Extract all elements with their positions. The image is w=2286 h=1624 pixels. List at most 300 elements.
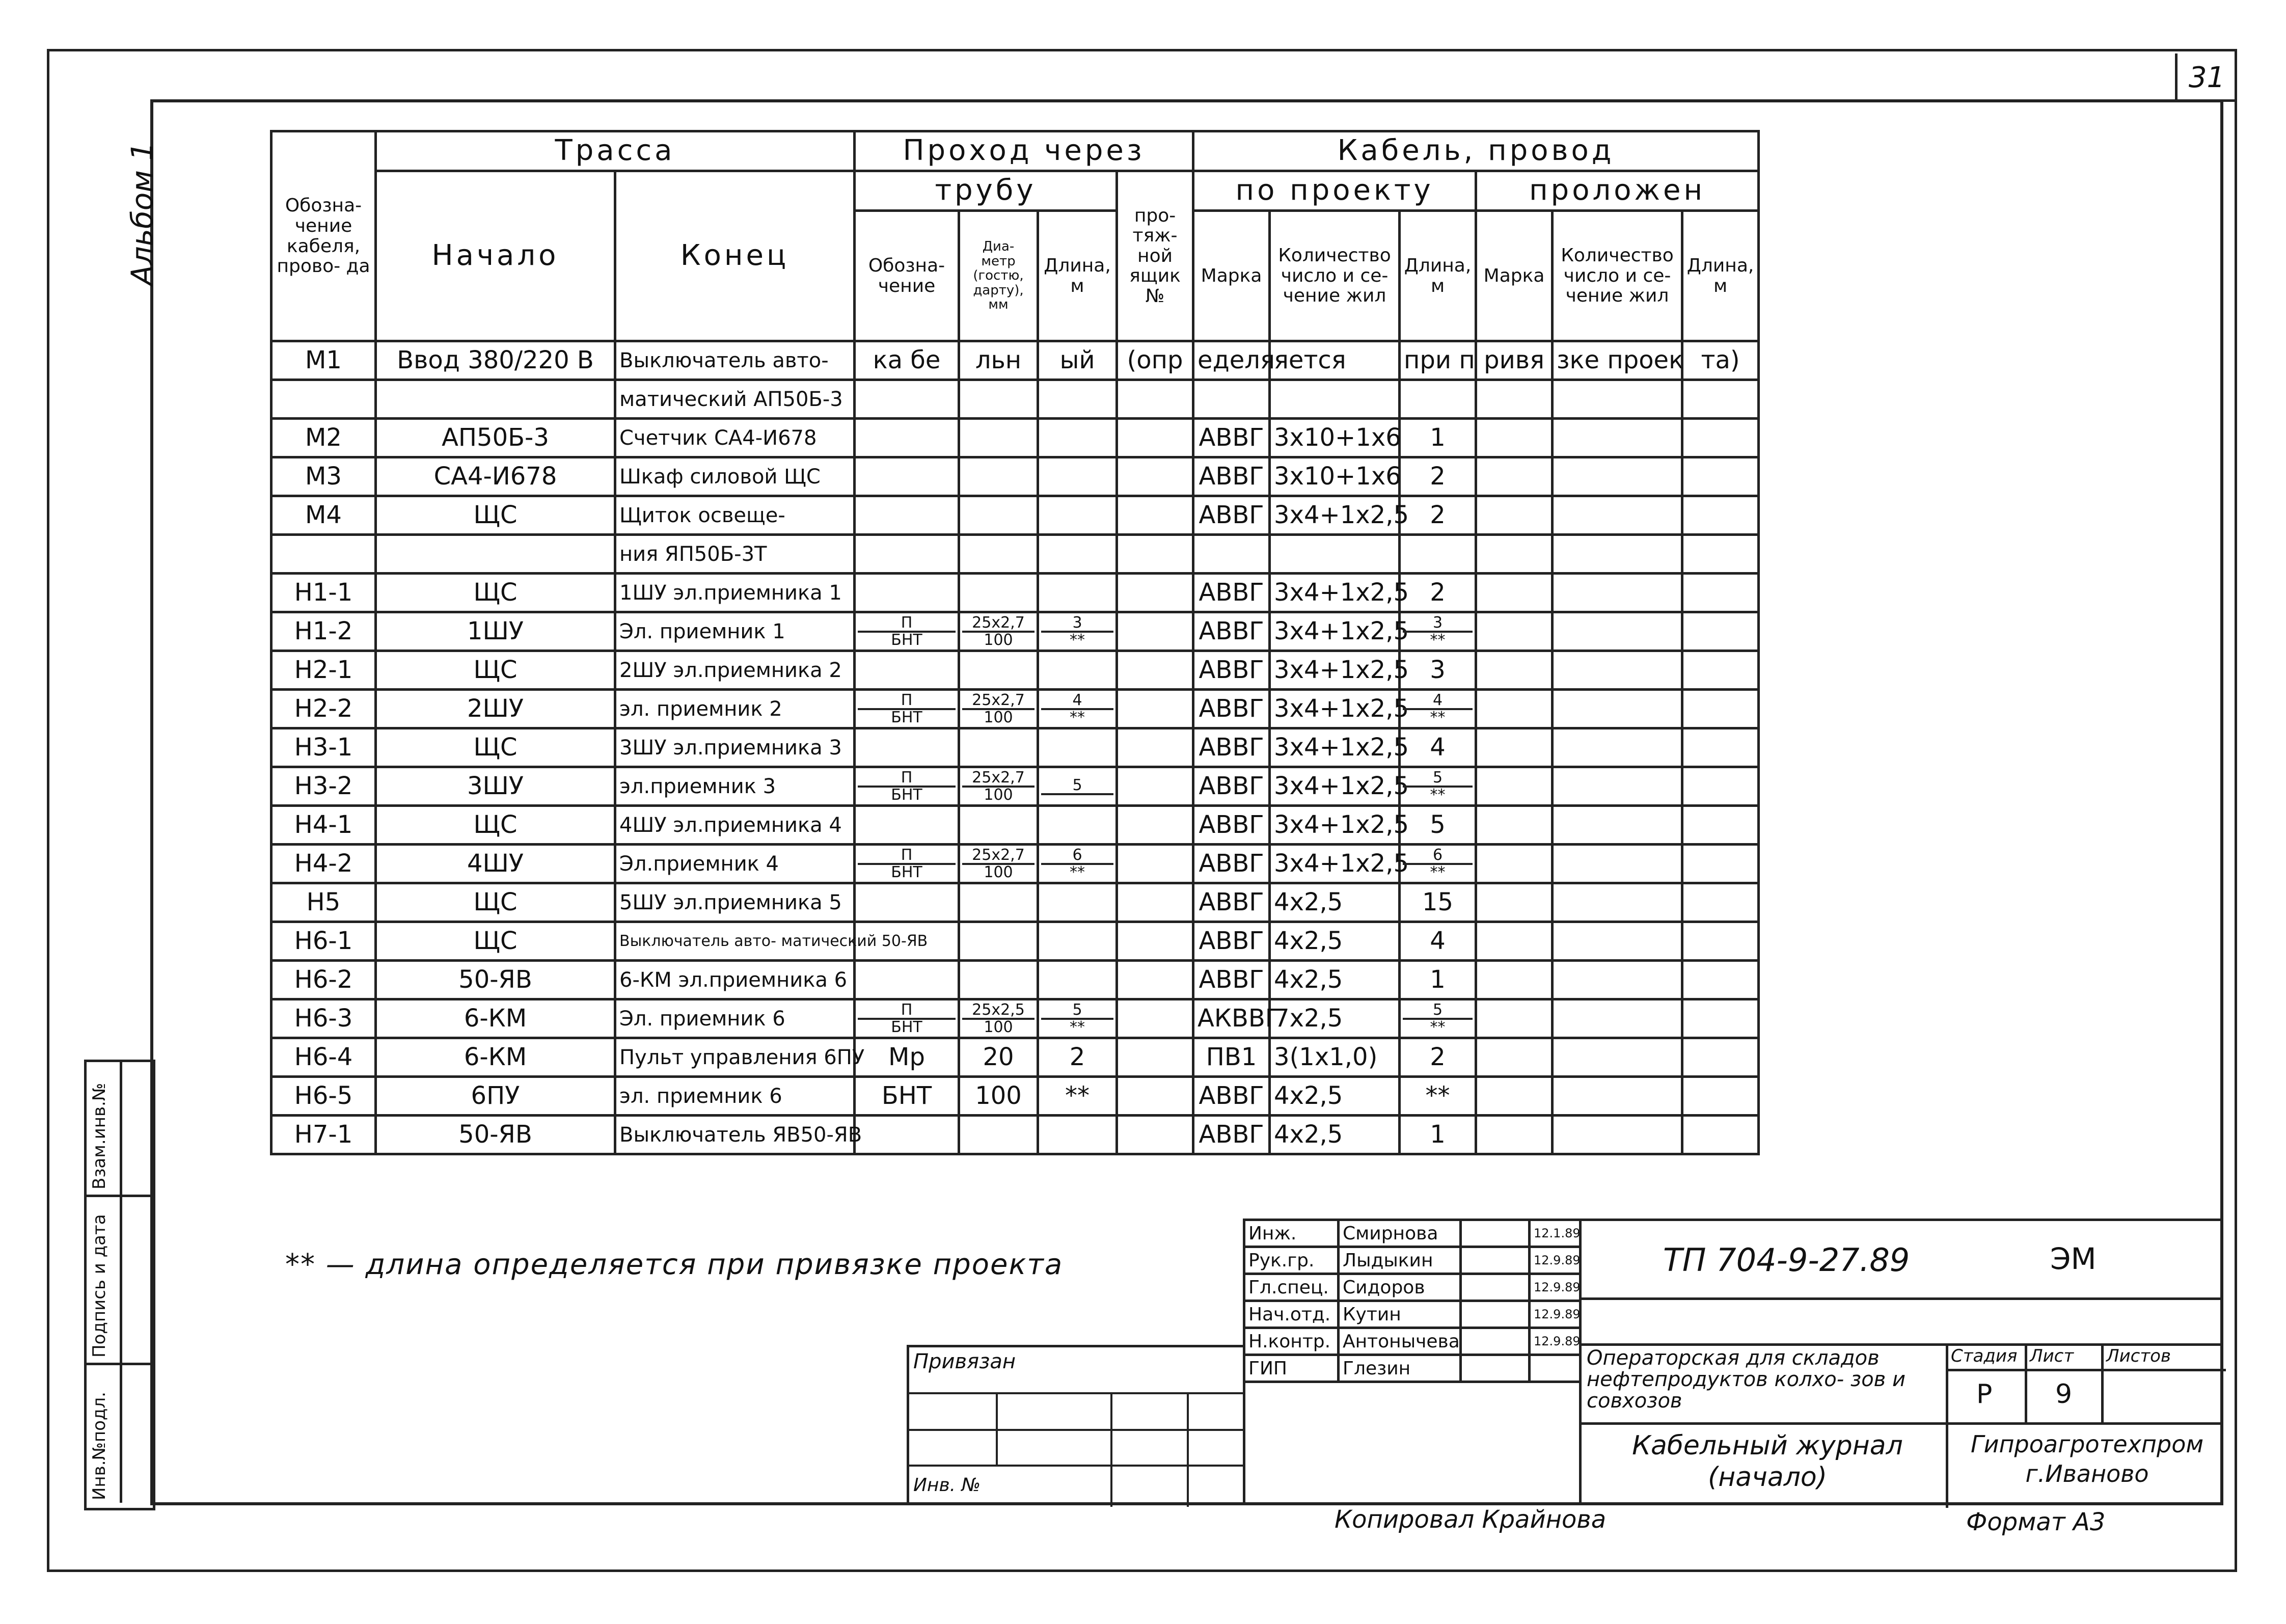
cell-end: 4ШУ эл.приемника 4 bbox=[615, 806, 855, 845]
cell-id: Н4-1 bbox=[271, 806, 376, 845]
cell-dlina bbox=[1400, 380, 1476, 419]
sig-signature bbox=[1461, 1247, 1530, 1274]
cell-dlina2 bbox=[1682, 690, 1759, 728]
cell-dlina2 bbox=[1682, 767, 1759, 806]
cell-end: матический АП50Б-3 bbox=[615, 380, 855, 419]
organization: Гипроагротехпром г.Иваново bbox=[1970, 1430, 2204, 1487]
cell-marka2 bbox=[1476, 457, 1553, 496]
cell-box: (опр bbox=[1117, 341, 1193, 380]
sig-date bbox=[1530, 1355, 1581, 1382]
table-row bbox=[271, 690, 1759, 728]
cell-end: эл. приемник 6 bbox=[615, 1077, 855, 1116]
cell-box bbox=[1117, 612, 1193, 651]
cell-pipe-diam bbox=[959, 496, 1038, 535]
header-protyazh: про- тяж- ной ящик № bbox=[1117, 171, 1193, 341]
signature-row bbox=[1244, 1355, 1581, 1382]
cell-box bbox=[1117, 728, 1193, 767]
cell-marka: АВВГ bbox=[1193, 496, 1270, 535]
cell-box bbox=[1117, 961, 1193, 999]
cell-id: Н6-3 bbox=[271, 999, 376, 1038]
cell-pipe-diam: 20 bbox=[959, 1038, 1038, 1077]
cell-kolichestvo: 3х4+1х2,5 bbox=[1270, 806, 1400, 845]
sig-signature bbox=[1461, 1220, 1530, 1247]
cell-end: 5ШУ эл.приемника 5 bbox=[615, 883, 855, 922]
cell-end: 2ШУ эл.приемника 2 bbox=[615, 651, 855, 690]
table-row bbox=[271, 380, 1759, 419]
sig-name: Сидоров bbox=[1339, 1274, 1461, 1301]
cell-marka: АВВГ bbox=[1193, 961, 1270, 999]
header-kolichestvo2: Количество число и се- чение жил bbox=[1553, 211, 1682, 341]
cell-end: Выключатель авто- матический 50-ЯВ bbox=[615, 922, 855, 961]
cell-marka2 bbox=[1476, 380, 1553, 419]
cell-end: ния ЯП50Б-3Т bbox=[615, 535, 855, 574]
doc-title: Кабельный журнал (начало) bbox=[1632, 1430, 1903, 1493]
cell-start: ЩС bbox=[376, 728, 615, 767]
cell-id: Н1-2 bbox=[271, 612, 376, 651]
cell-kolichestvo2 bbox=[1553, 535, 1682, 574]
cell-pipe-len bbox=[1038, 690, 1117, 728]
stamp-inv-podl: Инв.№подл. bbox=[89, 1392, 110, 1500]
cell-pipe-len-top: 3 bbox=[1072, 613, 1082, 632]
header-nachalo: Начало bbox=[376, 171, 615, 341]
cell-dlina2 bbox=[1682, 457, 1759, 496]
cell-dlina: 2 bbox=[1400, 1038, 1476, 1077]
cell-dlina-top: 3 bbox=[1432, 613, 1443, 632]
cell-pipe-obozn bbox=[855, 496, 959, 535]
cell-marka: АВВГ bbox=[1193, 806, 1270, 845]
table-row bbox=[271, 457, 1759, 496]
cell-pipe-obozn bbox=[855, 574, 959, 612]
cell-pipe-diam: 100 bbox=[959, 1077, 1038, 1116]
cell-marka2 bbox=[1476, 767, 1553, 806]
cell-kolichestvo2 bbox=[1553, 496, 1682, 535]
cell-pipe-len-top: 5 bbox=[1072, 776, 1082, 794]
cell-pipe-len: ый bbox=[1038, 341, 1117, 380]
cell-marka bbox=[1193, 380, 1270, 419]
cell-id: М3 bbox=[271, 457, 376, 496]
cell-start bbox=[376, 380, 615, 419]
sig-role: Н.контр. bbox=[1244, 1328, 1339, 1355]
header-dlina2: Длина, м bbox=[1682, 211, 1759, 341]
header-marka2: Марка bbox=[1476, 211, 1553, 341]
sig-signature bbox=[1461, 1274, 1530, 1301]
cell-pipe-len bbox=[1038, 961, 1117, 999]
cell-box bbox=[1117, 999, 1193, 1038]
cell-id: Н4-2 bbox=[271, 845, 376, 883]
signature-table bbox=[1243, 1219, 1582, 1383]
cell-marka: АВВГ bbox=[1193, 574, 1270, 612]
cell-pipe-diam-bottom: 100 bbox=[962, 863, 1035, 880]
cell-pipe-obozn bbox=[855, 612, 959, 651]
cell-kolichestvo: 3х4+1х2,5 bbox=[1270, 845, 1400, 883]
table-row bbox=[271, 1038, 1759, 1077]
cell-pipe-len-bottom bbox=[1041, 793, 1113, 795]
header-pipe-diam: Диа- метр (гостю, дарту), мм bbox=[959, 211, 1038, 341]
cell-dlina: 2 bbox=[1400, 574, 1476, 612]
cell-dlina: 3 bbox=[1400, 651, 1476, 690]
cell-pipe-obozn-top: П bbox=[901, 768, 913, 787]
cell-pipe-len bbox=[1038, 999, 1117, 1038]
sig-date: 12.9.89 bbox=[1530, 1274, 1581, 1301]
cell-pipe-obozn bbox=[855, 419, 959, 457]
cell-dlina-bottom: ** bbox=[1403, 786, 1473, 803]
header-pipe-len: Длина, м bbox=[1038, 211, 1117, 341]
header-dlina: Длина, м bbox=[1400, 211, 1476, 341]
cell-kolichestvo: 3(1х1,0) bbox=[1270, 1038, 1400, 1077]
cell-kolichestvo2 bbox=[1553, 961, 1682, 999]
cell-pipe-diam-bottom: 100 bbox=[962, 708, 1035, 725]
cell-box bbox=[1117, 922, 1193, 961]
cell-start: ЩС bbox=[376, 651, 615, 690]
cell-pipe-len bbox=[1038, 612, 1117, 651]
cell-dlina2 bbox=[1682, 651, 1759, 690]
cell-end: эл.приемник 3 bbox=[615, 767, 855, 806]
sheet-number-box bbox=[2175, 53, 2236, 102]
cell-kolichestvo2 bbox=[1553, 380, 1682, 419]
table-row bbox=[271, 612, 1759, 651]
cell-kolichestvo2 bbox=[1553, 574, 1682, 612]
cell-dlina bbox=[1400, 535, 1476, 574]
cell-pipe-diam bbox=[959, 651, 1038, 690]
cell-pipe-len-bottom: ** bbox=[1041, 863, 1113, 880]
cell-id: Н2-1 bbox=[271, 651, 376, 690]
cell-pipe-len bbox=[1038, 922, 1117, 961]
cell-marka2 bbox=[1476, 961, 1553, 999]
header-prohod: Проход через bbox=[855, 131, 1193, 171]
cell-pipe-diam-top: 25х2,7 bbox=[972, 846, 1025, 864]
sheets-label: Листов bbox=[2106, 1346, 2171, 1366]
cell-box bbox=[1117, 419, 1193, 457]
cell-pipe-obozn: БНТ bbox=[855, 1077, 959, 1116]
cell-dlina: 2 bbox=[1400, 496, 1476, 535]
cell-box bbox=[1117, 574, 1193, 612]
cell-id bbox=[271, 380, 376, 419]
cell-pipe-obozn bbox=[855, 457, 959, 496]
sig-signature bbox=[1461, 1301, 1530, 1328]
cell-dlina-bottom: ** bbox=[1403, 863, 1473, 880]
cell-dlina2 bbox=[1682, 419, 1759, 457]
cell-pipe-diam bbox=[959, 535, 1038, 574]
cell-dlina-top: 5 bbox=[1432, 1000, 1443, 1019]
header-pipe-obozn: Обозна- чение bbox=[855, 211, 959, 341]
header-marka: Марка bbox=[1193, 211, 1270, 341]
cell-id: М1 bbox=[271, 341, 376, 380]
cell-dlina: 1 bbox=[1400, 1116, 1476, 1154]
stage-label: Стадия bbox=[1951, 1346, 2018, 1366]
copied-by: Копировал Крайнова bbox=[1335, 1505, 1607, 1534]
cell-kolichestvo: 4х2,5 bbox=[1270, 922, 1400, 961]
cell-dlina2 bbox=[1682, 380, 1759, 419]
cell-box bbox=[1117, 380, 1193, 419]
table-row bbox=[271, 535, 1759, 574]
cell-marka2 bbox=[1476, 806, 1553, 845]
cell-dlina bbox=[1400, 690, 1476, 728]
cell-dlina-top: 4 bbox=[1432, 691, 1443, 709]
cell-marka2 bbox=[1476, 883, 1553, 922]
cable-journal-table bbox=[270, 130, 1760, 1155]
cell-pipe-obozn bbox=[855, 690, 959, 728]
cell-box bbox=[1117, 457, 1193, 496]
cell-kolichestvo: 3х4+1х2,5 bbox=[1270, 690, 1400, 728]
cell-marka2 bbox=[1476, 1116, 1553, 1154]
cell-dlina: ** bbox=[1400, 1077, 1476, 1116]
cell-box bbox=[1117, 651, 1193, 690]
cell-pipe-obozn-bottom: БНТ bbox=[858, 786, 956, 803]
cell-kolichestvo: 7х2,5 bbox=[1270, 999, 1400, 1038]
cell-start: АП50Б-3 bbox=[376, 419, 615, 457]
cell-id: Н1-1 bbox=[271, 574, 376, 612]
cell-pipe-len bbox=[1038, 845, 1117, 883]
cell-pipe-obozn-bottom: БНТ bbox=[858, 631, 956, 648]
left-stamp bbox=[84, 1060, 155, 1510]
cell-pipe-len-bottom: ** bbox=[1041, 631, 1113, 648]
cell-pipe-diam bbox=[959, 690, 1038, 728]
cell-pipe-obozn bbox=[855, 961, 959, 999]
cell-end: Щиток освеще- bbox=[615, 496, 855, 535]
cell-start: 50-ЯВ bbox=[376, 1116, 615, 1154]
cell-dlina: 1 bbox=[1400, 419, 1476, 457]
cell-marka: АВВГ bbox=[1193, 612, 1270, 651]
cell-kolichestvo2 bbox=[1553, 922, 1682, 961]
cell-start: 2ШУ bbox=[376, 690, 615, 728]
table-row bbox=[271, 922, 1759, 961]
cell-pipe-len bbox=[1038, 380, 1117, 419]
cell-dlina2: та) bbox=[1682, 341, 1759, 380]
cell-pipe-diam bbox=[959, 767, 1038, 806]
cell-box bbox=[1117, 1077, 1193, 1116]
cell-marka2: ривя bbox=[1476, 341, 1553, 380]
cell-kolichestvo: 4х2,5 bbox=[1270, 883, 1400, 922]
cell-start: ЩС bbox=[376, 883, 615, 922]
cell-pipe-len bbox=[1038, 651, 1117, 690]
cell-start: 6-КМ bbox=[376, 1038, 615, 1077]
sig-role: Нач.отд. bbox=[1244, 1301, 1339, 1328]
cell-marka: АВВГ bbox=[1193, 690, 1270, 728]
cell-kolichestvo: 3х4+1х2,5 bbox=[1270, 767, 1400, 806]
sig-role: Гл.спец. bbox=[1244, 1274, 1339, 1301]
header-kabel: Кабель, провод bbox=[1193, 131, 1759, 171]
cell-pipe-len bbox=[1038, 496, 1117, 535]
cell-start: ЩС bbox=[376, 574, 615, 612]
cell-dlina2 bbox=[1682, 1077, 1759, 1116]
cell-kolichestvo2 bbox=[1553, 883, 1682, 922]
cell-pipe-obozn bbox=[855, 767, 959, 806]
cell-end: Выключатель ЯВ50-ЯВ bbox=[615, 1116, 855, 1154]
cell-pipe-obozn-top: П bbox=[901, 691, 913, 709]
cell-box bbox=[1117, 883, 1193, 922]
sig-date: 12.1.89 bbox=[1530, 1220, 1581, 1247]
cell-dlina2 bbox=[1682, 574, 1759, 612]
cell-marka2 bbox=[1476, 651, 1553, 690]
signature-row bbox=[1244, 1328, 1581, 1355]
cell-marka2 bbox=[1476, 999, 1553, 1038]
cell-pipe-obozn-bottom: БНТ bbox=[858, 708, 956, 725]
cell-kolichestvo: 3х10+1х6 bbox=[1270, 419, 1400, 457]
table-row bbox=[271, 767, 1759, 806]
cell-id: Н7-1 bbox=[271, 1116, 376, 1154]
title-block bbox=[1579, 1219, 2223, 1505]
cell-dlina-bottom: ** bbox=[1403, 708, 1473, 725]
cell-marka2 bbox=[1476, 535, 1553, 574]
cell-start bbox=[376, 535, 615, 574]
cell-pipe-len bbox=[1038, 767, 1117, 806]
cell-dlina-bottom: ** bbox=[1403, 1018, 1473, 1035]
cell-kolichestvo2 bbox=[1553, 651, 1682, 690]
cell-id: Н6-2 bbox=[271, 961, 376, 999]
doc-suffix: ЭМ bbox=[2050, 1241, 2097, 1276]
doc-code: ТП 704-9-27.89 bbox=[1663, 1241, 1910, 1279]
cell-marka: АВВГ bbox=[1193, 922, 1270, 961]
cell-dlina: при п bbox=[1400, 341, 1476, 380]
cell-pipe-obozn bbox=[855, 845, 959, 883]
cell-kolichestvo: 3х4+1х2,5 bbox=[1270, 728, 1400, 767]
header-po-proektu: по проекту bbox=[1193, 171, 1476, 211]
cell-pipe-obozn-top: П bbox=[901, 1000, 913, 1019]
cell-pipe-obozn bbox=[855, 380, 959, 419]
cell-marka: АВВГ bbox=[1193, 883, 1270, 922]
sig-signature bbox=[1461, 1328, 1530, 1355]
cell-marka: АКВВГ bbox=[1193, 999, 1270, 1038]
cell-kolichestvo2 bbox=[1553, 1038, 1682, 1077]
cell-dlina2 bbox=[1682, 496, 1759, 535]
sheet-value: 9 bbox=[2055, 1379, 2073, 1410]
cell-pipe-diam bbox=[959, 457, 1038, 496]
privyazan-label: Привязан bbox=[913, 1350, 1016, 1373]
cell-kolichestvo2: зке проек bbox=[1553, 341, 1682, 380]
cell-pipe-diam-bottom: 100 bbox=[962, 786, 1035, 803]
cell-end: Эл.приемник 4 bbox=[615, 845, 855, 883]
cell-marka: АВВГ bbox=[1193, 1116, 1270, 1154]
cell-end: 6-КМ эл.приемника 6 bbox=[615, 961, 855, 999]
cell-marka2 bbox=[1476, 574, 1553, 612]
cell-marka2 bbox=[1476, 1038, 1553, 1077]
cell-dlina bbox=[1400, 845, 1476, 883]
cell-start: ЩС bbox=[376, 922, 615, 961]
sig-role: Рук.гр. bbox=[1244, 1247, 1339, 1274]
cell-dlina2 bbox=[1682, 612, 1759, 651]
cell-dlina2 bbox=[1682, 1038, 1759, 1077]
cell-end: Шкаф силовой ЩС bbox=[615, 457, 855, 496]
cell-pipe-len bbox=[1038, 574, 1117, 612]
cell-marka2 bbox=[1476, 419, 1553, 457]
cell-marka: еделя bbox=[1193, 341, 1270, 380]
header-konets: Конец bbox=[615, 171, 855, 341]
table-row bbox=[271, 1077, 1759, 1116]
table-row bbox=[271, 341, 1759, 380]
cell-pipe-diam bbox=[959, 883, 1038, 922]
cell-dlina: 5 bbox=[1400, 806, 1476, 845]
format-label: Формат А3 bbox=[1966, 1508, 2106, 1536]
cell-pipe-diam bbox=[959, 999, 1038, 1038]
cell-marka: АВВГ bbox=[1193, 767, 1270, 806]
signature-row bbox=[1244, 1220, 1581, 1247]
cell-pipe-diam bbox=[959, 806, 1038, 845]
cell-dlina: 4 bbox=[1400, 728, 1476, 767]
footnote: ** — длина определяется при привязке проекта bbox=[285, 1248, 1064, 1281]
cell-pipe-diam bbox=[959, 922, 1038, 961]
cell-box bbox=[1117, 496, 1193, 535]
cell-pipe-len-top: 6 bbox=[1072, 846, 1082, 864]
cell-pipe-diam bbox=[959, 380, 1038, 419]
cell-marka: АВВГ bbox=[1193, 1077, 1270, 1116]
table-row bbox=[271, 1116, 1759, 1154]
signature-row bbox=[1244, 1247, 1581, 1274]
cell-pipe-diam bbox=[959, 419, 1038, 457]
table-row bbox=[271, 728, 1759, 767]
cell-pipe-len-top: 4 bbox=[1072, 691, 1082, 709]
cell-kolichestvo2 bbox=[1553, 612, 1682, 651]
cell-pipe-len-bottom: ** bbox=[1041, 708, 1113, 725]
cell-kolichestvo: 3х10+1х6 bbox=[1270, 457, 1400, 496]
cell-pipe-len bbox=[1038, 535, 1117, 574]
cell-pipe-diam bbox=[959, 961, 1038, 999]
stage-value: Р bbox=[1976, 1379, 1993, 1410]
cell-dlina2 bbox=[1682, 999, 1759, 1038]
cell-pipe-obozn bbox=[855, 999, 959, 1038]
cell-start: 4ШУ bbox=[376, 845, 615, 883]
cell-kolichestvo: 4х2,5 bbox=[1270, 961, 1400, 999]
cell-kolichestvo: 3х4+1х2,5 bbox=[1270, 651, 1400, 690]
cell-start: 50-ЯВ bbox=[376, 961, 615, 999]
table-row bbox=[271, 883, 1759, 922]
cell-kolichestvo: 3х4+1х2,5 bbox=[1270, 574, 1400, 612]
cell-marka2 bbox=[1476, 845, 1553, 883]
cell-id: М4 bbox=[271, 496, 376, 535]
header-oboznachenie: Обозна- чение кабеля, прово- да bbox=[271, 131, 376, 341]
cell-dlina2 bbox=[1682, 883, 1759, 922]
cell-marka2 bbox=[1476, 922, 1553, 961]
cell-dlina2 bbox=[1682, 535, 1759, 574]
cell-marka bbox=[1193, 535, 1270, 574]
cell-start: 6-КМ bbox=[376, 999, 615, 1038]
cell-end: Эл. приемник 6 bbox=[615, 999, 855, 1038]
cell-kolichestvo bbox=[1270, 380, 1400, 419]
cell-pipe-obozn bbox=[855, 728, 959, 767]
cell-marka2 bbox=[1476, 612, 1553, 651]
cell-dlina2 bbox=[1682, 1116, 1759, 1154]
cell-box bbox=[1117, 806, 1193, 845]
cell-start: 6ПУ bbox=[376, 1077, 615, 1116]
cell-kolichestvo2 bbox=[1553, 999, 1682, 1038]
stamp-podpis: Подпись и дата bbox=[89, 1214, 110, 1358]
table-row bbox=[271, 651, 1759, 690]
cell-kolichestvo: 3х4+1х2,5 bbox=[1270, 612, 1400, 651]
cell-id bbox=[271, 535, 376, 574]
cell-marka: АВВГ bbox=[1193, 728, 1270, 767]
cell-kolichestvo2 bbox=[1553, 806, 1682, 845]
cell-end: 1ШУ эл.приемника 1 bbox=[615, 574, 855, 612]
table-row bbox=[271, 496, 1759, 535]
sig-name: Лыдыкин bbox=[1339, 1247, 1461, 1274]
signature-row bbox=[1244, 1301, 1581, 1328]
cell-pipe-obozn bbox=[855, 1116, 959, 1154]
table-row bbox=[271, 961, 1759, 999]
cell-pipe-diam bbox=[959, 574, 1038, 612]
cell-pipe-diam bbox=[959, 728, 1038, 767]
sig-name: Кутин bbox=[1339, 1301, 1461, 1328]
sig-role: Инж. bbox=[1244, 1220, 1339, 1247]
cell-pipe-len: 2 bbox=[1038, 1038, 1117, 1077]
cell-start: ЩС bbox=[376, 496, 615, 535]
cell-dlina: 1 bbox=[1400, 961, 1476, 999]
cell-pipe-len bbox=[1038, 806, 1117, 845]
cell-box bbox=[1117, 1116, 1193, 1154]
project-name: Операторская для складов нефтепродуктов колхо- зов и совхозов bbox=[1587, 1346, 1906, 1413]
cell-marka2 bbox=[1476, 728, 1553, 767]
cell-kolichestvo2 bbox=[1553, 690, 1682, 728]
cell-dlina-top: 5 bbox=[1432, 768, 1443, 787]
cell-kolichestvo2 bbox=[1553, 1116, 1682, 1154]
